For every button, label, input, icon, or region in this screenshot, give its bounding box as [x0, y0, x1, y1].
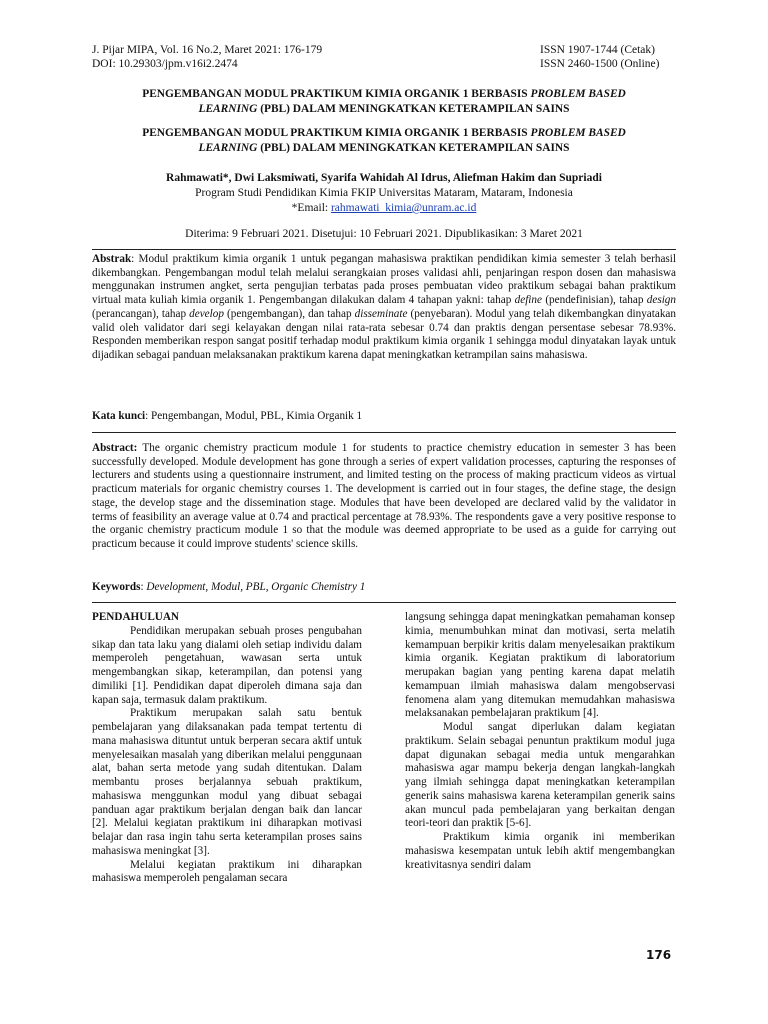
abstract-term: disseminate	[354, 307, 408, 320]
doi: DOI: 10.29303/jpm.v16i2.2474	[92, 58, 238, 70]
abstract-text: (pengembangan), dan tahap	[223, 307, 355, 320]
abstract-term: develop	[189, 307, 224, 320]
issn-print: ISSN 1907-1744 (Cetak)	[540, 44, 655, 56]
paragraph: Modul sangat diperlukan dalam kegiatan praktikum. Selain sebagai penuntun praktikum modul juga dapat digunakan sebagai media untuk mengarahkan mahasiswa agar mampu bekerja dengan langkah-langkah yang ilmiah sehingga dapat meningkatkan keterampilan generik sains mahasiswa karena keterampilan generik sains akan muncul pada pembelajaran yang berkaitan dengan teori-teori dan praktik [5-6].	[405, 721, 675, 830]
abstract-text: (perancangan), tahap	[92, 307, 190, 320]
kata-kunci-label: Kata kunci	[92, 410, 146, 422]
abstract-en-label: Abstract:	[92, 442, 138, 454]
issn-online: ISSN 2460-1500 (Online)	[540, 58, 660, 70]
author-block	[92, 171, 676, 216]
title-italic: PROBLEM BASED	[530, 127, 626, 139]
paragraph: Melalui kegiatan praktikum ini diharapkan mahasiswa memperoleh pengalaman secara	[92, 858, 362, 885]
abstract-term: define	[514, 294, 542, 307]
paper-title-repeat	[92, 126, 676, 155]
keywords-label: Keywords	[92, 581, 141, 593]
abstract-en-text: The organic chemistry practicum module 1 for students to practice chemistry education in semester 3 has been successfully developed. Module development has gone through a series of expert validation processes, capturing the responses of lecturers and students using a questionnaire instrument, and limited testing on the process of making practicum videos as virtual practicum materials for organic chemistry courses 1. The development is carried out in four stages, the define stage, the design stage, the develop stage and the dissemination stage. Modules that have been developed are declared valid by the validator in terms of feasibility an average value at 0.74 and practical percentage at 78.93%. The respondents gave a very positive response to the organic chemistry practicum module 1 so that the module was deemed appropriate to be used as a guide for carrying out practicum because it could improve students' science skills.	[92, 442, 676, 550]
email-line	[92, 201, 676, 216]
title-italic: LEARNING	[198, 141, 258, 154]
title-italic: PROBLEM BASED	[530, 88, 626, 100]
paragraph: Praktikum kimia organik ini memberikan mahasiswa kesempatan untuk lebih aktif mengembangkan kreativitasnya sendiri dalam	[405, 831, 675, 871]
email-label: *Email:	[291, 202, 331, 214]
kata-kunci-text: : Pengembangan, Modul, PBL, Kimia Organik 1	[145, 410, 363, 422]
top-divider	[92, 249, 676, 250]
paragraph: Praktikum merupakan salah satu bentuk pembelajaran yang dilaksanakan pada tempat tertentu di mana mahasiswa dituntut untuk berperan secara aktif untuk menyelesaikan masalah yang diberikan melalui penggunaan alat, bahan serta metode yang sudah ditentukan. Dalam membantu proses berjalannya sebuah praktikum, mahasiswa menggunkan modul yang dibuat sebagai panduan agar praktikum berjalan dengan baik dan lancar [2]. Melalui kegiatan praktikum ini diharapkan motivasi belajar dan rasa ingin tahu serta keterampilan proses sains mahasiswa meningkat [3].	[92, 707, 362, 857]
page-number: 176	[646, 948, 672, 962]
paragraph: langsung sehingga dapat meningkatkan pemahaman konsep kimia, menumbuhkan minat dan motivasi, serta melatih kemampuan berpikir kritis dalam menyelesaikan praktikum kimia organik. Kegiatan praktikum di laboratorium merupakan bagian yang penting karena dapat melatih kemampuan ilmiah mahasiswa dalam mengobservasi fenomena alam yang ditemukan memudahkan mahasiswa melaksanakan pembelajaran praktikum [4].	[405, 611, 675, 720]
abstract-text: : Modul praktikum kimia organik 1 untuk pegangan mahasiswa praktikan pendidikan kimia semester 3 telah berhasil dikembangkan. Pengembangan modul telah melalui serangkaian proses validasi ahli, penjaringan respon dosen dan mahasiswa menggunakan instrumen angket, serta pengujian terbatas pada proses pembuatan video praktikum sebagai bahan praktikum virtual mata kuliah kimia organik 1. Pengembangan dilakukan dalam 4 tahapan yakni: tahap	[92, 253, 676, 307]
title-part: (PBL) DALAM MENINGKATKAN KETERAMPILAN SAINS	[257, 141, 570, 154]
journal-header-left	[92, 43, 322, 71]
abstract-text: (pendefinisian), tahap	[541, 294, 647, 307]
body-column-right	[405, 611, 675, 872]
abstract-term: design	[646, 294, 676, 307]
section-title: PENDAHULUAN	[92, 611, 180, 623]
title-part: (PBL) DALAM MENINGKATKAN KETERAMPILAN SAINS	[257, 102, 570, 115]
affiliation: Program Studi Pendidikan Kimia FKIP Universitas Mataram, Mataram, Indonesia	[195, 187, 573, 199]
middle-divider	[92, 432, 676, 433]
keywords-text: Development, Modul, PBL, Organic Chemistry 1	[146, 581, 366, 593]
journal-citation: J. Pijar MIPA, Vol. 16 No.2, Maret 2021: 176-179	[92, 44, 323, 56]
bottom-divider	[92, 602, 676, 603]
publication-dates: Diterima: 9 Februari 2021. Disetujui: 10 Februari 2021. Dipublikasikan: 3 Maret 2021	[185, 228, 583, 240]
keywords-sep: :	[140, 581, 147, 593]
email-link[interactable]: rahmawati_kimia@unram.ac.id	[330, 202, 477, 214]
title-part: PENGEMBANGAN MODUL PRAKTIKUM KIMIA ORGANIK 1 BERBASIS	[142, 88, 531, 100]
abstract-text: (penyebaran). Modul yang telah dikembangkan dinyatakan valid oleh validator dari segi kelayakan dengan nilai rata-rata sebesar 0.74 dan praktis dengan persentase sebesar 78.93%. Responden memberikan respon sangat positif terhadap modul praktikum kimia organik 1 sehingga modul dinyatakan layak untuk dijadikan sebagai panduan melaksanakan praktikum karena dapat meningkatkan ketrampilan sains mahasiswa.	[92, 307, 676, 361]
journal-header-right	[540, 43, 659, 71]
abstract-english	[92, 442, 676, 552]
paper-title	[92, 87, 676, 116]
author-names: Rahmawati*, Dwi Laksmiwati, Syarifa Wahidah Al Idrus, Aliefman Hakim dan Supriadi	[166, 172, 602, 184]
title-italic: LEARNING	[198, 102, 258, 115]
paragraph: Pendidikan merupakan sebuah proses pengubahan sikap dan tata laku yang dialami oleh setiap individu dalam memperoleh pengetahuan, wawasan serta untuk mengembangkan sikap, keterampilan, dan potensi yang dimiliki [1]. Pendidikan dapat diperoleh dimana saja dan kapan saja, termasuk dalam praktikum.	[92, 624, 362, 706]
keywords	[92, 581, 676, 595]
abstract-label: Abstrak	[92, 253, 132, 265]
kata-kunci	[92, 410, 676, 424]
body-column-left	[92, 611, 362, 886]
title-part: PENGEMBANGAN MODUL PRAKTIKUM KIMIA ORGANIK 1 BERBASIS	[142, 127, 531, 139]
abstract-indonesian	[92, 253, 676, 363]
